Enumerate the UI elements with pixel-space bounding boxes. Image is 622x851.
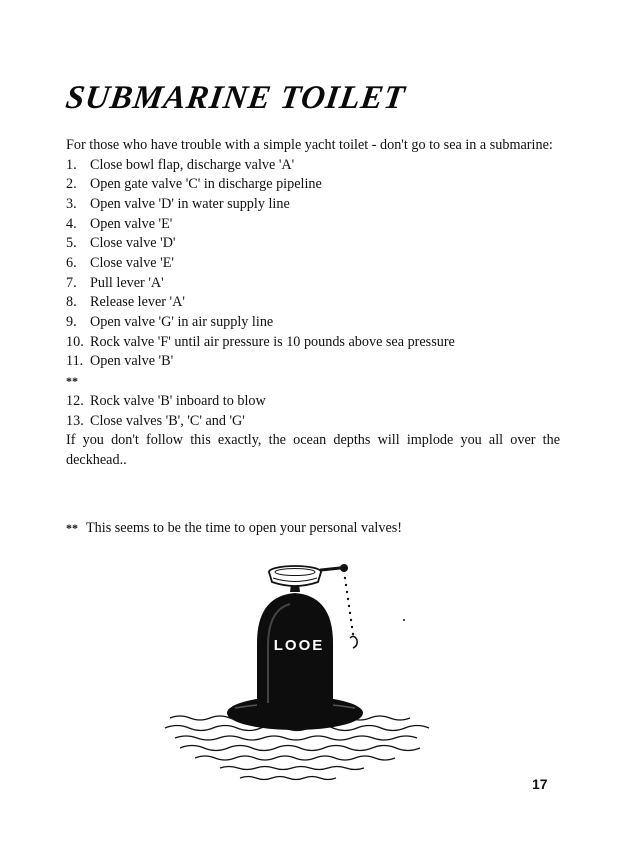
outro-paragraph: If you don't follow this exactly, the ocean depths will implode you all over the deckhead.. <box>66 432 560 468</box>
list-item <box>66 274 560 294</box>
step-number: 12. <box>66 392 84 409</box>
step-text: Pull lever 'A' <box>90 274 164 291</box>
list-item <box>66 156 560 176</box>
step-text: Rock valve 'F' until air pressure is 10 pounds above sea pressure <box>90 333 455 350</box>
list-item <box>66 215 560 235</box>
step-text: Open valve 'G' in air supply line <box>90 314 274 331</box>
footnote <box>66 520 402 537</box>
step-text: Open valve 'D' in water supply line <box>90 195 290 212</box>
step-number: 3. <box>66 195 77 212</box>
step-number: 10. <box>66 333 84 350</box>
page-number: 17 <box>532 776 548 792</box>
chain-drawing <box>344 577 357 648</box>
toilet-bowl-drawing <box>269 564 348 592</box>
step-number: 13. <box>66 412 84 429</box>
buoy-label: LOOE <box>273 637 325 654</box>
step-text: Close valves 'B', 'C' and 'G' <box>90 412 245 429</box>
steps-list-continued <box>66 392 560 431</box>
step-number: 6. <box>66 255 77 272</box>
step-text: Rock valve 'B' inboard to blow <box>90 392 266 409</box>
list-item <box>66 254 560 274</box>
step-number: 5. <box>66 235 77 252</box>
step-text: Open valve 'B' <box>90 353 174 370</box>
footnote-mark: ** <box>66 521 78 535</box>
step-text: Open valve 'E' <box>90 215 173 232</box>
step-text: Close valve 'E' <box>90 255 174 272</box>
step-number: 1. <box>66 156 77 173</box>
body-text <box>66 136 560 470</box>
ink-speck <box>403 619 405 621</box>
list-item <box>66 333 560 353</box>
step-text: Release lever 'A' <box>90 294 185 311</box>
step-number: 9. <box>66 314 77 331</box>
list-item <box>66 352 560 372</box>
list-item <box>66 313 560 333</box>
steps-list <box>66 156 560 373</box>
list-item <box>66 412 560 432</box>
step-text: Open gate valve 'C' in discharge pipeline <box>90 176 322 193</box>
step-number: 2. <box>66 176 77 193</box>
step-number: 11. <box>66 353 84 370</box>
footnote-marker: ** <box>66 374 78 389</box>
buoy-toilet-illustration <box>150 548 450 788</box>
step-number: 8. <box>66 294 77 311</box>
list-item <box>66 195 560 215</box>
intro-paragraph: For those who have trouble with a simple yacht toilet - don't go to sea in a submarine: <box>66 137 553 153</box>
footnote-text: This seems to be the time to open your personal valves! <box>86 520 402 536</box>
step-number: 7. <box>66 274 77 291</box>
step-number: 4. <box>66 215 77 232</box>
list-item <box>66 293 560 313</box>
step-text: Close bowl flap, discharge valve 'A' <box>90 156 295 173</box>
step-text: Close valve 'D' <box>90 235 176 252</box>
list-item <box>66 392 560 412</box>
page-title: SUBMARINE TOILET <box>63 80 408 116</box>
list-item <box>66 175 560 195</box>
list-item <box>66 234 560 254</box>
